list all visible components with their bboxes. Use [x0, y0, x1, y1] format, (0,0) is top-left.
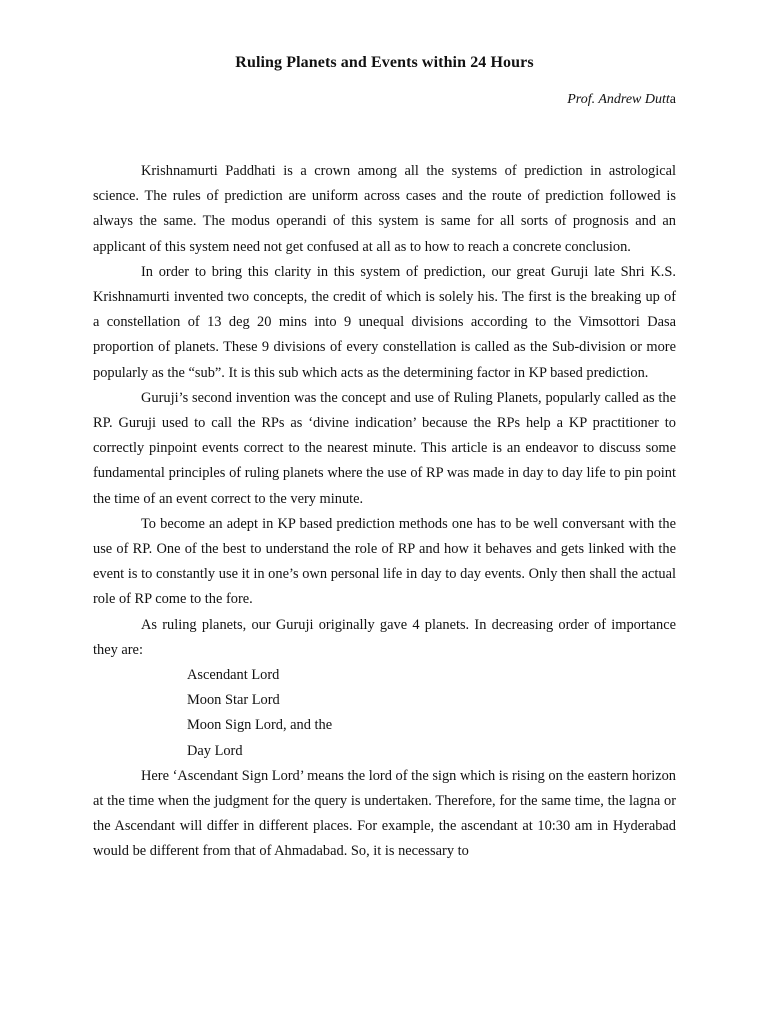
author-name: Prof. Andrew Dutt	[567, 92, 670, 107]
document-title: Ruling Planets and Events within 24 Hours	[235, 54, 534, 71]
paragraph: As ruling planets, our Guruji originally gave 4 planets. In decreasing order of importance they are:	[93, 616, 676, 658]
document-body	[93, 159, 676, 865]
paragraph: Here ‘Ascendant Sign Lord’ means the lord of the sign which is rising on the eastern horizon at the time when the judgment for the query is undertaken. Therefore, for the same time, the lagna or the Ascendant will differ in different places. For example, the ascendant at 10:30 am in Hyderabad would be different from that of Ahmadabad. So, it is necessary to	[93, 767, 676, 860]
author-line	[567, 92, 676, 108]
list-item: Moon Sign Lord, and the	[187, 717, 333, 734]
paragraph: Guruji’s second invention was the concept and use of Ruling Planets, popularly called as the RP. Guruji used to call the RPs as ‘divine indication’ because the RPs help a KP practitioner to correctly pinpoint events correct to the nearest minute. This article is an endeavor to discuss some fundamental principles of ruling planets where the use of RP was made in day to day life to pin point the time of an event correct to the very minute.	[93, 389, 676, 507]
list-item: Day Lord	[187, 742, 243, 759]
paragraph: To become an adept in KP based prediction methods one has to be well conversant with the use of RP. One of the best to understand the role of RP and how it behaves and gets linked with the event is to constantly use it in one’s own personal life in day to day events. Only then shall the actual role of RP come to the fore.	[93, 515, 676, 608]
list-item: Ascendant Lord	[187, 667, 280, 684]
paragraph: Krishnamurti Paddhati is a crown among all the systems of prediction in astrological science. The rules of prediction are uniform across cases and the route of prediction followed is always the same. The modus operandi of this system is same for all sorts of prognosis and an applicant of this system need not get confused at all as to how to reach a concrete conclusion.	[93, 163, 676, 255]
ruling-planets-list	[93, 663, 676, 764]
list-item: Moon Star Lord	[187, 692, 280, 709]
author-name-tail: a	[669, 92, 676, 107]
paragraph: In order to bring this clarity in this system of prediction, our great Guruji late Shri K.S. Krishnamurti invented two concepts, the credit of which is solely his. The first is the breaking up of a constellation of 13 deg 20 mins into 9 unequal divisions according to the Vimsottori Dasa proportion of planets. These 9 divisions of every constellation is called as the Sub-division or more popularly as the “sub”. It is this sub which acts as the determining factor in KP based prediction.	[93, 263, 676, 381]
document-page	[93, 0, 676, 1024]
